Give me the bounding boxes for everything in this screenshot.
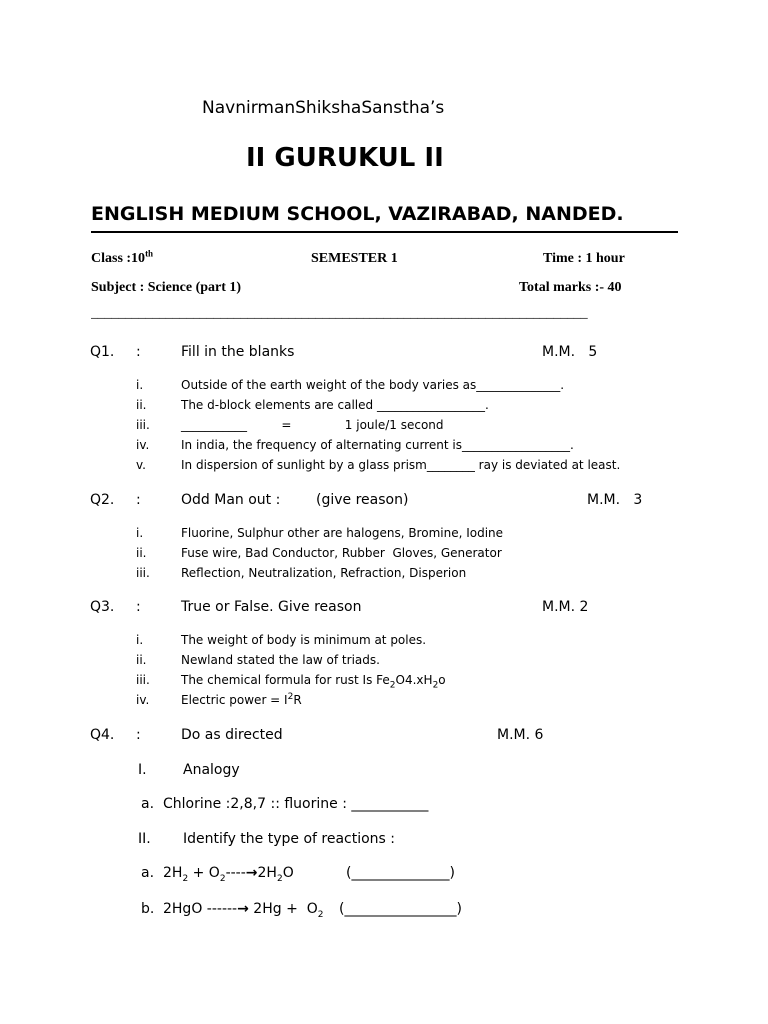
class-text: Class :10 [91,251,146,266]
total-marks-label: Total marks :- 40 [519,280,622,295]
q1-colon: : [136,344,141,360]
q4-part-ii-title: Identify the type of reactions : [183,831,396,847]
q4-reaction-label: b. [141,901,155,917]
q3-item-text-part: Electric power = I [181,693,288,707]
q2-marks: M.M. 3 [587,492,643,508]
q4-part-i-num: I. [138,762,147,778]
q1-item-num: iv. [136,438,150,452]
q4-part-ii-num: II. [138,831,151,847]
eq-part: 2Hg + O [248,901,318,917]
eq-part: ---- [225,865,246,881]
separator-line: _________________________________________________________________________ [91,306,588,321]
q1-item-text: The d-block elements are called __________________. [181,398,489,412]
eq-part: O [282,865,294,881]
q3-item-text-part: The chemical formula for rust Is Fe [181,673,390,687]
q2-item-text: Fuse wire, Bad Conductor, Rubber Gloves, Generator [181,546,502,560]
class-label [91,248,154,267]
q3-marks: M.M. 2 [542,599,589,615]
q2-item-num: i. [136,526,144,540]
subscript: 2 [276,873,283,884]
subscript: 2 [432,680,439,691]
q3-item-text-part: R [293,693,302,707]
q3-item-text [181,673,446,691]
time-label: Time : 1 hour [543,251,625,266]
q4-reaction-label: a. [141,865,155,881]
eq-part: 2H [257,865,277,881]
q1-item-text: ___________ = 1 joule/1 second [181,418,444,432]
q2-item-text: Reflection, Neutralization, Refraction, Disperion [181,566,467,580]
subscript: 2 [182,873,189,884]
q4-marks: M.M. 6 [497,727,544,743]
q3-item-num: iii. [136,673,150,687]
q3-item-num: i. [136,633,144,647]
school-title: II GURUKUL II [246,143,444,173]
q3-item-text [181,693,302,707]
q1-item-text: In dispersion of sunlight by a glass prism________ ray is deviated at least. [181,458,621,472]
q1-item-text: In india, the frequency of alternating current is__________________. [181,438,574,452]
subject-label: Subject : Science (part 1) [91,280,242,295]
q1-marks: M.M. 5 [542,344,598,360]
q3-item-num: ii. [136,653,147,667]
eq-part: 2HgO ------ [163,901,238,917]
school-full-name: ENGLISH MEDIUM SCHOOL, VAZIRABAD, NANDED. [91,203,624,225]
q4-title: Do as directed [181,727,283,743]
q3-item-text-part: O4.xH [395,673,433,687]
eq-part: + O [188,865,220,881]
q1-item-num: ii. [136,398,147,412]
q1-item-text: Outside of the earth weight of the body varies as______________. [181,378,565,392]
q4-reaction-equation [163,865,294,884]
superscript: 2 [287,692,294,702]
q4-analogy-text: Chlorine :2,8,7 :: fluorine : ___________ [163,796,429,812]
q2-item-text: Fluorine, Sulphur other are halogens, Bromine, Iodine [181,526,504,540]
q4-reaction-blank: (______________) [346,865,455,881]
q4-number: Q4. [90,727,115,743]
arrow-icon: → [237,901,249,917]
q2-title: Odd Man out : [181,492,281,508]
q3-item-num: iv. [136,693,150,707]
q2-item-num: iii. [136,566,150,580]
q1-number: Q1. [90,344,115,360]
subscript: 2 [219,873,226,884]
subscript: 2 [389,680,396,691]
q1-item-num: v. [136,458,146,472]
q4-reaction-equation [163,901,324,920]
q4-analogy-label: a. [141,796,155,812]
q1-item-num: i. [136,378,144,392]
q3-item-text: Newland stated the law of triads. [181,653,380,667]
q3-item-text-part: o [438,673,446,687]
q2-reason: (give reason) [316,492,409,508]
q3-item-text: The weight of body is minimum at poles. [181,633,427,647]
institution-name: NavnirmanShikshaSanstha’s [202,98,445,118]
semester-label: SEMESTER 1 [311,251,398,266]
header-rule [91,231,678,233]
q4-part-i-title: Analogy [183,762,240,778]
class-sup: th [145,248,154,259]
q2-colon: : [136,492,141,508]
eq-part: 2H [163,865,183,881]
q4-reaction-blank: (________________) [339,901,462,917]
q3-number: Q3. [90,599,115,615]
q2-number: Q2. [90,492,115,508]
q1-title: Fill in the blanks [181,344,295,360]
q3-title: True or False. Give reason [181,599,362,615]
q4-colon: : [136,727,141,743]
q1-item-num: iii. [136,418,150,432]
q3-colon: : [136,599,141,615]
subscript: 2 [317,909,324,920]
arrow-icon: → [245,865,258,881]
q2-item-num: ii. [136,546,147,560]
